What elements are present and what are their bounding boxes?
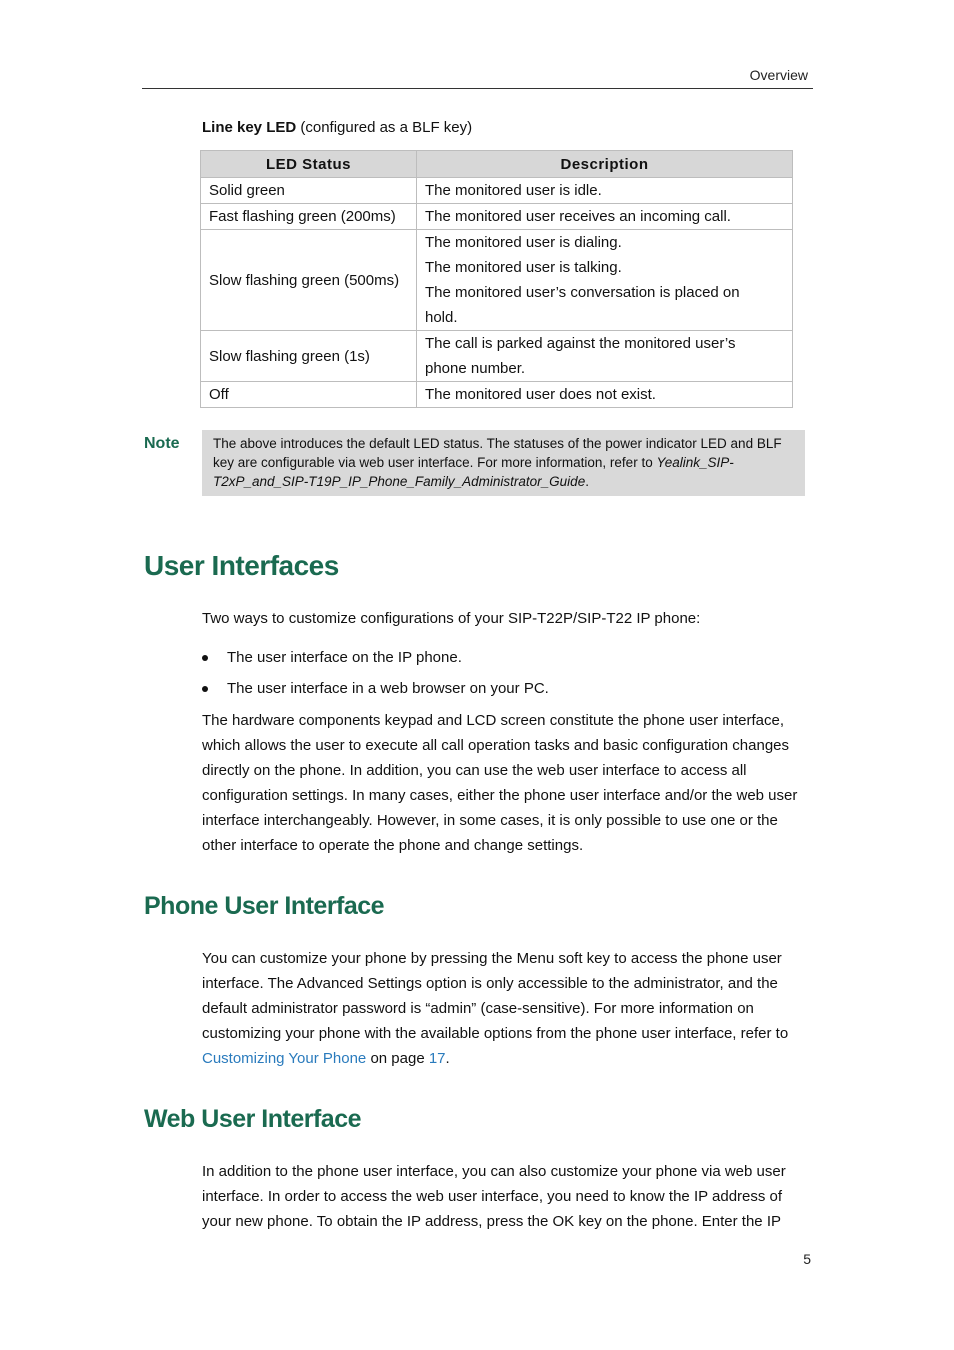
web-ui-paragraph: In addition to the phone user interface, you can also customize your phone via web user interface. In order to access the web user interface, you need to know the IP address of your new phone. To obtain the IP address, press the OK key on the phone. Enter the IP: [202, 1163, 786, 1230]
table-row: [201, 331, 793, 382]
led-status-cell: Solid green: [201, 178, 417, 204]
interface-list: [200, 644, 549, 706]
list-item-text: The user interface in a web browser on your PC.: [227, 680, 549, 697]
phone-ui-mid-text: on page: [366, 1050, 429, 1067]
description-cell: [417, 204, 793, 230]
description-line: The monitored user receives an incoming call.: [425, 208, 731, 225]
description-line: The monitored user is idle.: [425, 182, 602, 199]
note-text: The above introduces the default LED status. The statuses of the power indicator LED and BLF key are configurable via web user interface. For more information, refer to: [213, 436, 782, 470]
phone-ui-end: .: [445, 1050, 450, 1067]
web-user-interface-heading: Web User Interface: [144, 1105, 362, 1133]
page-17-link[interactable]: 17: [428, 1050, 446, 1067]
description-line: The monitored user is talking.: [425, 259, 622, 276]
description-line: hold.: [425, 309, 458, 326]
list-item: [200, 644, 549, 675]
description-line: phone number.: [425, 360, 526, 377]
description-cell: [417, 230, 793, 331]
description-line: The monitored user is dialing.: [425, 234, 622, 251]
caption-bold: Line key LED: [202, 119, 297, 136]
list-item-text: The user interface on the IP phone.: [227, 649, 462, 666]
led-status-cell: Off: [201, 382, 417, 408]
led-status-cell: Fast flashing green (200ms): [201, 204, 417, 230]
list-item: [200, 675, 549, 706]
led-status-cell: Slow flashing green (1s): [201, 331, 417, 382]
hardware-paragraph: The hardware components keypad and LCD screen constitute the phone user interface, which allows the user to execute all call operation tasks and basic configuration changes directly on the phone. In addition, you can use the web user interface to access all configuration settings. In many cases, either the phone user interface and/or the web user interface interchangeably. However, in some cases, it is only possible to use one or the other interface to operate the phone and change settings.: [202, 712, 798, 854]
table-row: [201, 230, 793, 331]
customizing-your-phone-link[interactable]: Customizing Your Phone: [202, 1050, 367, 1067]
led-status-table: [200, 150, 793, 408]
description-cell: [417, 331, 793, 382]
caption-rest: (configured as a BLF key): [296, 119, 473, 136]
bullet-icon: [202, 655, 208, 661]
description-line: The monitored user does not exist.: [425, 386, 656, 403]
phone-user-interface-heading: Phone User Interface: [144, 892, 385, 920]
running-header: Overview: [749, 67, 808, 83]
phone-ui-paragraph: [202, 946, 814, 1071]
header-rule: [142, 88, 813, 89]
description-cell: [417, 178, 793, 204]
col-header-description: Description: [417, 151, 793, 178]
note-label: Note: [144, 435, 180, 452]
table-row: [201, 178, 793, 204]
user-interfaces-heading: User Interfaces: [144, 550, 339, 581]
col-header-led-status: LED Status: [201, 151, 417, 178]
table-header-row: [201, 151, 793, 178]
description-cell: [417, 382, 793, 408]
note-end: .: [585, 474, 589, 489]
table-row: [201, 204, 793, 230]
bullet-icon: [202, 686, 208, 692]
table-row: [201, 382, 793, 408]
description-line: The call is parked against the monitored user’s: [425, 335, 736, 352]
phone-ui-text: You can customize your phone by pressing the Menu soft key to access the phone user interface. The Advanced Settings option is only accessible to the administrator, and the default administrator password is “admin” (case-sensitive). For more information on customizing your phone with the available options from the phone user interface, refer to: [202, 950, 789, 1042]
table-caption: [202, 119, 472, 136]
intro-paragraph: Two ways to customize configurations of your SIP-T22P/SIP-T22 IP phone:: [202, 610, 701, 627]
page-number: 5: [803, 1251, 811, 1267]
guide-name: Yealink_SIP-T2xP_and_SIP-T19P_IP_Phone_Family_Administrator_Guide: [213, 455, 734, 489]
description-line: The monitored user’s conversation is placed on: [425, 284, 740, 301]
led-status-cell: Slow flashing green (500ms): [201, 230, 417, 331]
note-box: [202, 430, 805, 496]
